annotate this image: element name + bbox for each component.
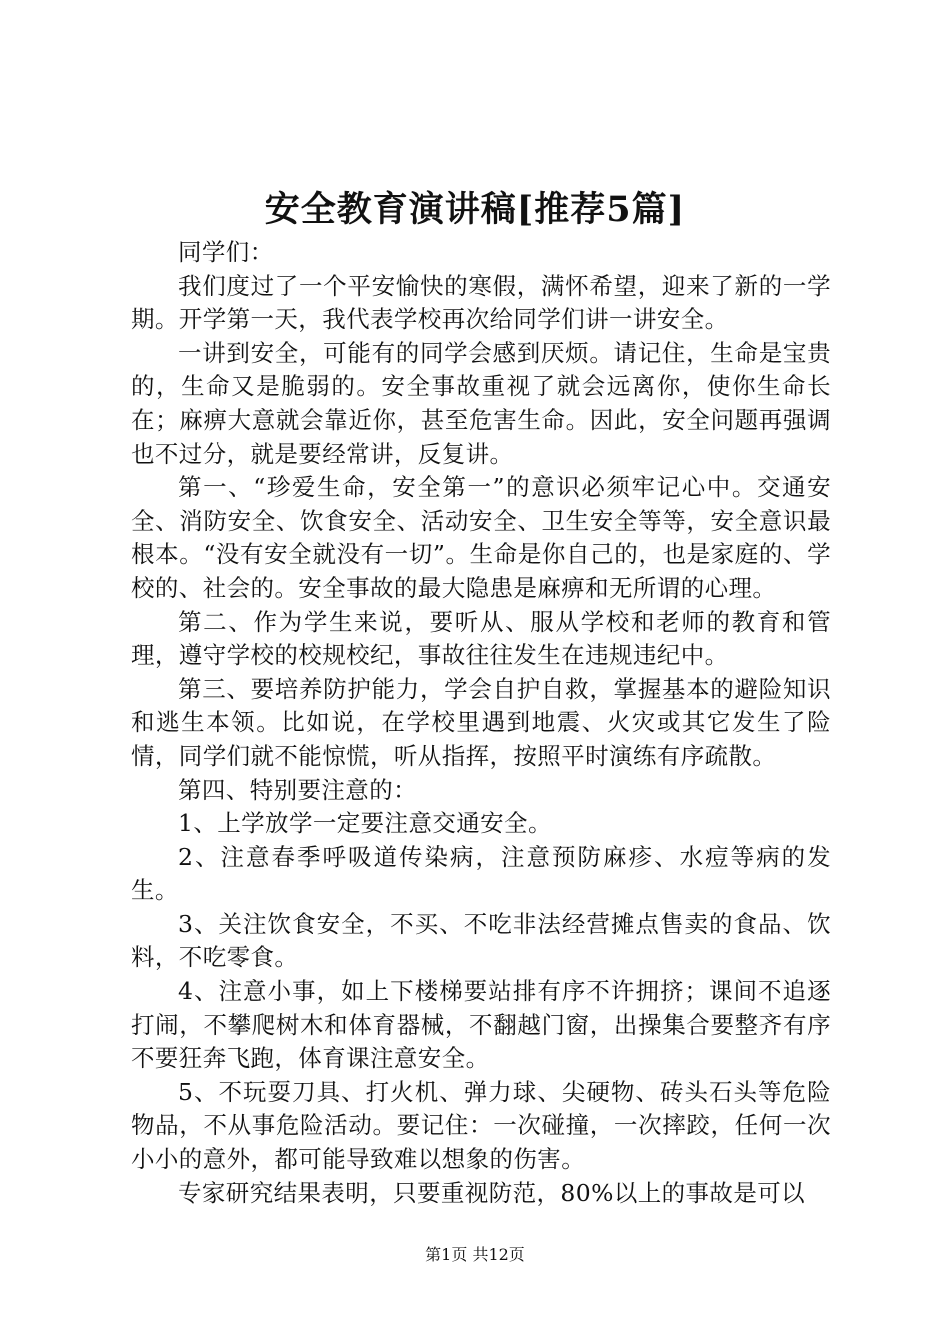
document-body xyxy=(131,236,831,1210)
document-title: 安全教育演讲稿[推荐5篇] xyxy=(264,189,686,230)
paragraph-intro: 我们度过了一个平安愉快的寒假，满怀希望，迎来了新的一学期。开学第一天，我代表学校再次给同学们讲一讲安全。 xyxy=(131,271,831,334)
list-item-5: 5、不玩耍刀具、打火机、弹力球、尖硬物、砖头石头等危险物品，不从事危险活动。要记住：一次碰撞，一次摔跤，任何一次小小的意外，都可能导致难以想象的伤害。 xyxy=(131,1077,831,1174)
paragraph-point-two: 第二、作为学生来说，要听从、服从学校和老师的教育和管理，遵守学校的校规校纪，事故往往发生在违规违纪中。 xyxy=(131,607,831,670)
list-item-2: 2、注意春季呼吸道传染病，注意预防麻疹、水痘等病的发生。 xyxy=(131,842,831,905)
paragraph-safety-importance: 一讲到安全，可能有的同学会感到厌烦。请记住，生命是宝贵的，生命又是脆弱的。安全事故重视了就会远离你，使你生命长在；麻痹大意就会靠近你，甚至危害生命。因此，安全问题再强调也不过分，就是要经常讲，反复讲。 xyxy=(131,338,831,468)
paragraph-expert-research: 专家研究结果表明，只要重视防范，80%以上的事故是可以 xyxy=(178,1178,806,1207)
list-item-3: 3、关注饮食安全，不买、不吃非法经营摊点售卖的食品、饮料，不吃零食。 xyxy=(131,909,831,972)
paragraph-greeting: 同学们： xyxy=(178,238,274,266)
paragraph-point-one: 第一、“珍爱生命，安全第一”的意识必须牢记心中。交通安全、消防安全、饮食安全、活动安全、卫生安全等等，安全意识最根本。“没有安全就没有一切”。生命是你自己的，也是家庭的、学校的、社会的。安全事故的最大隐患是麻痹和无所谓的心理。 xyxy=(131,473,831,602)
page-number-footer: 第1页 共12页 xyxy=(425,1245,525,1264)
paragraph-point-four: 第四、特别要注意的： xyxy=(178,775,417,804)
paragraph-point-three: 第三、要培养防护能力，学会自护自救，掌握基本的避险知识和逃生本领。比如说，在学校里遇到地震、火灾或其它发生了险情，同学们就不能惊慌，听从指挥，按照平时演练有序疏散。 xyxy=(131,674,831,770)
list-item-4: 4、注意小事，如上下楼梯要站排有序不许拥挤；课间不追逐打闹，不攀爬树木和体育器械，不翻越门窗，出操集合要整齐有序不要狂奔飞跑，体育课注意安全。 xyxy=(131,977,831,1073)
list-item-1: 1、上学放学一定要注意交通安全。 xyxy=(178,809,552,838)
